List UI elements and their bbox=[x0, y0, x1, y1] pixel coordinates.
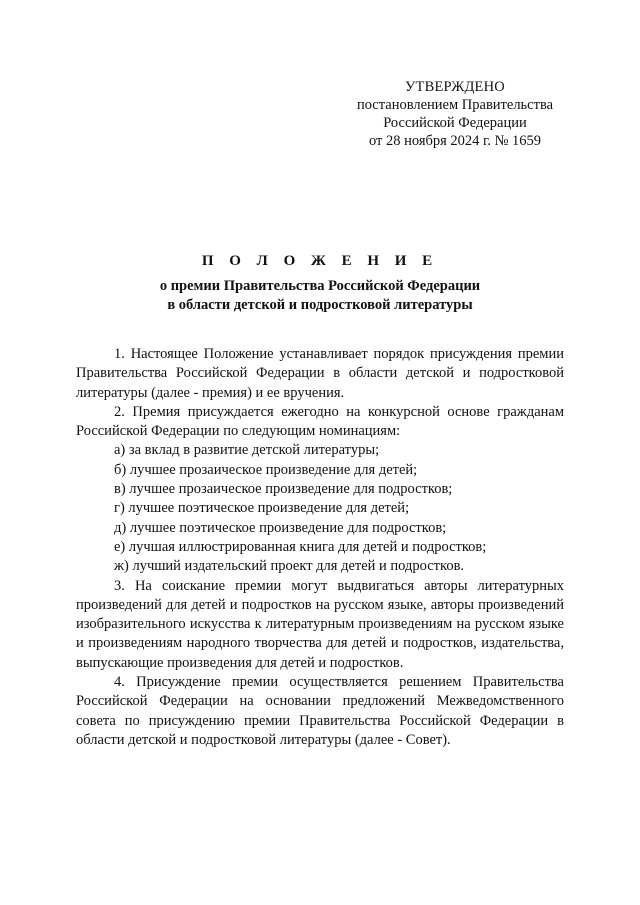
approval-title: УТВЕРЖДЕНО bbox=[405, 79, 505, 95]
nomination-item: ж) лучший издательский проект для детей и подростков. bbox=[114, 558, 465, 575]
paragraph-2: 2. Премия присуждается ежегодно на конкурсной основе гражданам Российской Федерации по следующим номинациям: bbox=[76, 403, 564, 440]
paragraph-4: 4. Присуждение премии осуществляется решением Правительства Российской Федерации на основании предложений Межведомственного совета по присуждению премии Правительства Российской Федерации в области детской и подростковой литературы (далее - Совет). bbox=[76, 674, 564, 748]
nomination-item: б) лучшее прозаическое произведение для детей; bbox=[114, 461, 418, 478]
document-body bbox=[76, 345, 564, 750]
nomination-item: в) лучшее прозаическое произведение для подростков; bbox=[114, 481, 453, 498]
paragraph-1: 1. Настоящее Положение устанавливает порядок присуждения премии Правительства Российской Федерации в области детской и подростковой литературы (далее - премия) и ее вручения. bbox=[76, 346, 564, 401]
approval-block bbox=[330, 78, 580, 150]
subheading-line-2: в области детской и подростковой литературы bbox=[167, 297, 473, 313]
document-heading: П О Л О Ж Е Н И Е bbox=[201, 253, 439, 269]
nomination-item: г) лучшее поэтическое произведение для детей; bbox=[114, 500, 410, 517]
subheading-line-1: о премии Правительства Российской Федерации bbox=[159, 278, 481, 294]
paragraph-3: 3. На соискание премии могут выдвигаться авторы литературных произведений для детей и подростков на русском языке, авторы произведений изобразительного искусства к литературным произведениям на русском языке и произведениям народного творчества для детей и подростков, издательства, выпускающие произведения для детей и подростков. bbox=[76, 577, 564, 671]
approval-line-1: постановлением Правительства bbox=[356, 97, 554, 113]
nomination-item: е) лучшая иллюстрированная книга для детей и подростков; bbox=[114, 538, 487, 555]
approval-line-2: Российской Федерации bbox=[383, 115, 527, 131]
approval-line-3: от 28 ноября 2024 г. № 1659 bbox=[368, 133, 542, 149]
document-subheading bbox=[0, 277, 640, 315]
nomination-item: д) лучшее поэтическое произведение для подростков; bbox=[114, 519, 447, 536]
nomination-item: а) за вклад в развитие детской литературы; bbox=[114, 442, 380, 459]
